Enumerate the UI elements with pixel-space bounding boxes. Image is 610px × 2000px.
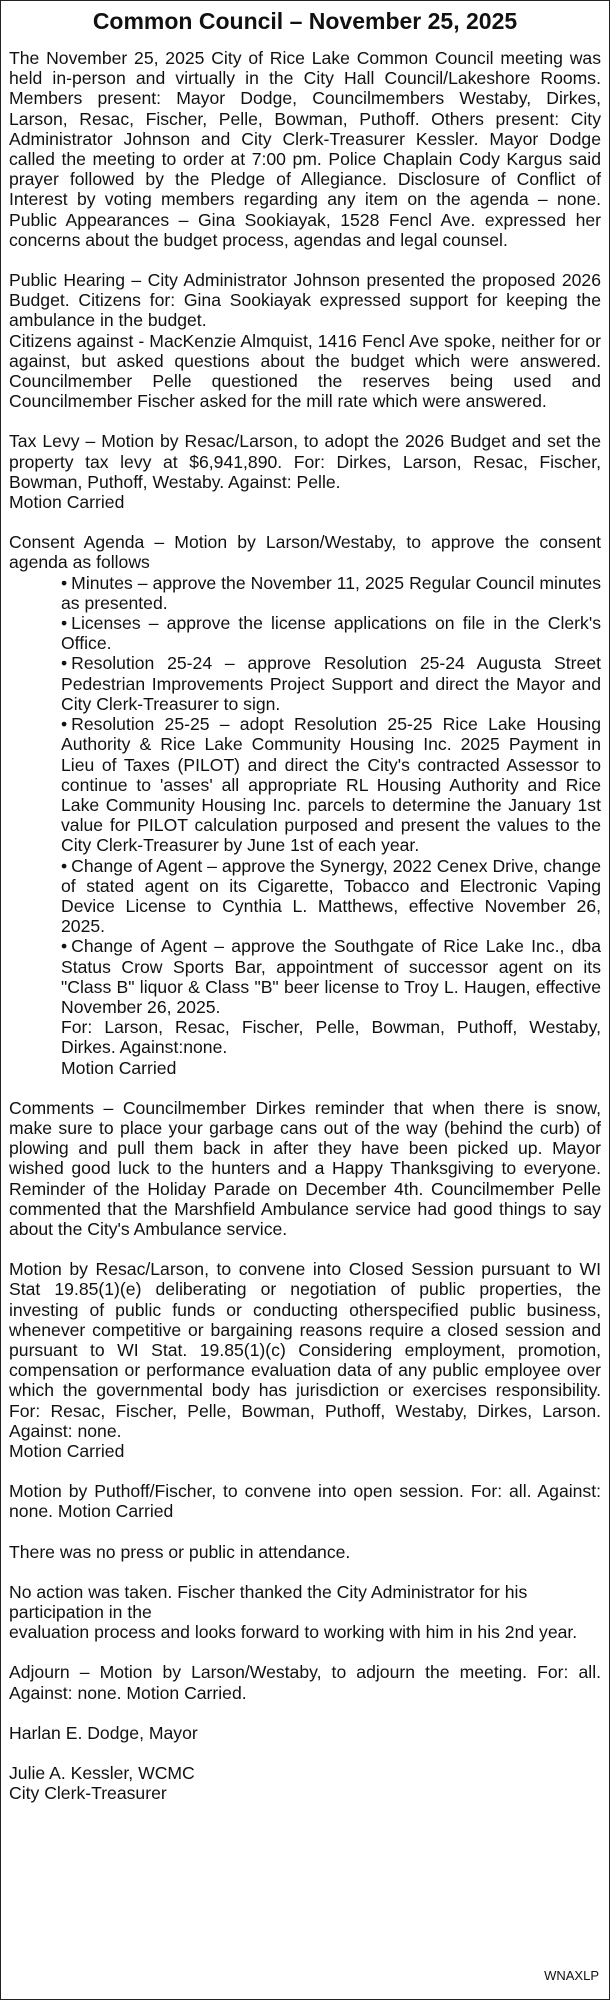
bullet-icon: • (61, 572, 68, 593)
public-hearing-paragraph: Public Hearing – City Administrator Johnson presented the proposed 2026 Budget. Citizens for: Gina Sookiayak expressed support for keeping the ambulance in the budget. (9, 270, 601, 331)
closed-session-result: Motion Carried (9, 1441, 125, 1461)
consent-item-change-of-agent-southgate (61, 936, 601, 1017)
consent-item-resolution-25-24 (61, 653, 601, 714)
clerk-name: Julie A. Kessler, WCMC (9, 1763, 195, 1784)
open-session-paragraph: Motion by Puthoff/Fischer, to convene into open session. For: all. Against: none. Motion Carried (9, 1481, 601, 1522)
consent-item-text: Change of Agent – approve the Southgate of Rice Lake Inc., dba Status Crow Sports Bar, appointment of successor agent on its "Class B" liquor & Class "B" beer license to Troy L. Haugen, effective November 26, 2025. (61, 936, 601, 1017)
tax-levy-paragraph: Tax Levy – Motion by Resac/Larson, to adopt the 2026 Budget and set the property tax levy at $6,941,890. For: Dirkes, Larson, Resac, Fischer, Bowman, Puthoff, Westaby. Against: Pelle. (9, 431, 601, 492)
notice-code: WNAXLP (544, 1968, 599, 1983)
bullet-icon: • (61, 855, 68, 876)
clerk-title: City Clerk-Treasurer (9, 1783, 167, 1804)
consent-agenda-intro: Consent Agenda – Motion by Larson/Westaby, to approve the consent agenda as follows (9, 532, 601, 573)
consent-item-text: Change of Agent – approve the Synergy, 2022 Cenex Drive, change of stated agent on its Cigarette, Tobacco and Electronic Vaping Device License to Cynthia L. Matthews, effective November 26, 2025. (61, 855, 601, 937)
consent-agenda-list (9, 573, 601, 1078)
mayor-name: Harlan E. Dodge, Mayor (9, 1722, 198, 1743)
public-hearing-against-paragraph: Citizens against - MacKenzie Almquist, 1416 Fencl Ave spoke, neither for or against, but asked questions about the budget which were answered. Councilmember Pelle questioned the reserves being used and Councilmember Fischer asked for the mill rate which were answered. (9, 330, 601, 412)
intro-paragraph: The November 25, 2025 City of Rice Lake Common Council meeting was held in-person and virtually in the City Hall Council/Lakeshore Rooms. Members present: Mayor Dodge, Councilmembers Westaby, Dirkes, Larson, Resac, Fischer, Pelle, Bowman, Puthoff. Others present: City Administrator Johnson and City Clerk-Treasurer Kessler. Mayor Dodge called the meeting to order at 7:00 pm. Police Chaplain Cody Kargus said prayer followed by the Pledge of Allegiance. Disclosure of Conflict of Interest by voting members regarding any item on the agenda – none. Public Appearances – Gina Sookiayak, 1528 Fencl Ave. expressed her concerns about the budget process, agendas and legal counsel. (9, 48, 601, 250)
no-press-paragraph: There was no press or public in attendance. (9, 1541, 351, 1562)
no-action-paragraph-line1: No action was taken. Fischer thanked the City Administrator for his participation in the (9, 1581, 528, 1623)
notice-title: Common Council – November 25, 2025 (92, 8, 518, 34)
consent-item-change-of-agent-synergy (61, 856, 601, 937)
comments-paragraph: Comments – Councilmember Dirkes reminder that when there is snow, make sure to place your garbage cans out of the way (behind the curb) of plowing and pull them back in after they have been picked up. Mayor wished good luck to the hunters and a Happy Thanksgiving to everyone. Reminder of the Holiday Parade on December 4th. Councilmember Pelle commented that the Marshfield Ambulance service had good things to say about the City's Ambulance service. (9, 1097, 601, 1239)
consent-item-text: Minutes – approve the November 11, 2025 Regular Council minutes as presented. (61, 572, 601, 613)
consent-result: Motion Carried (61, 1057, 177, 1078)
closed-session-paragraph: Motion by Resac/Larson, to convene into Closed Session pursuant to WI Stat 19.85(1)(e) deliberating or negotiation of public properties, the investing of public funds or conducting otherspecified public business, whenever competitive or bargaining reasons require a closed session and pursuant to WI Stat. 19.85(1)(c) Considering employment, promotion, compensation or performance evaluation data of any public employee over which the governmental body has jurisdiction or exercises responsibility. For: Resac, Fischer, Pelle, Bowman, Puthoff, Westaby, Dirkes, Larson. Against: none. (9, 1259, 601, 1441)
no-action-paragraph-line2: evaluation process and looks forward to working with him in his 2nd year. (9, 1622, 578, 1643)
consent-item-text: Licenses – approve the license applications on file in the Clerk's Office. (61, 613, 601, 654)
consent-vote: For: Larson, Resac, Fischer, Pelle, Bowman, Puthoff, Westaby, Dirkes. Against:none. (61, 1017, 601, 1058)
consent-item-text: Resolution 25-24 – approve Resolution 25-24 Augusta Street Pedestrian Improvements Project Support and direct the Mayor and City Clerk-Treasurer to sign. (61, 653, 601, 714)
bullet-icon: • (61, 936, 68, 957)
clerk-signature (9, 1763, 601, 1803)
bullet-icon: • (61, 653, 68, 674)
mayor-signature (9, 1723, 601, 1743)
consent-item-text: Resolution 25-25 – adopt Resolution 25-25 Rice Lake Housing Authority & Rice Lake Community Housing Inc. 2025 Payment in Lieu of Taxes (PILOT) and direct the City's contracted Assessor to continue to 'asses' all appropriate RL Housing Authority and Rice Lake Community Housing Inc. parcels to determine the January 1st value for PILOT calculation purposed and present the values to the City Clerk-Treasurer by June 1st of each year. (61, 714, 601, 856)
consent-item-resolution-25-25 (61, 714, 601, 855)
bullet-icon: • (61, 613, 68, 634)
bullet-icon: • (61, 714, 68, 735)
consent-item-minutes (61, 573, 601, 613)
consent-item-licenses (61, 613, 601, 653)
adjourn-paragraph: Adjourn – Motion by Larson/Westaby, to adjourn the meeting. For: all. Against: none. Motion Carried. (9, 1662, 601, 1703)
tax-levy-result: Motion Carried (9, 492, 125, 513)
